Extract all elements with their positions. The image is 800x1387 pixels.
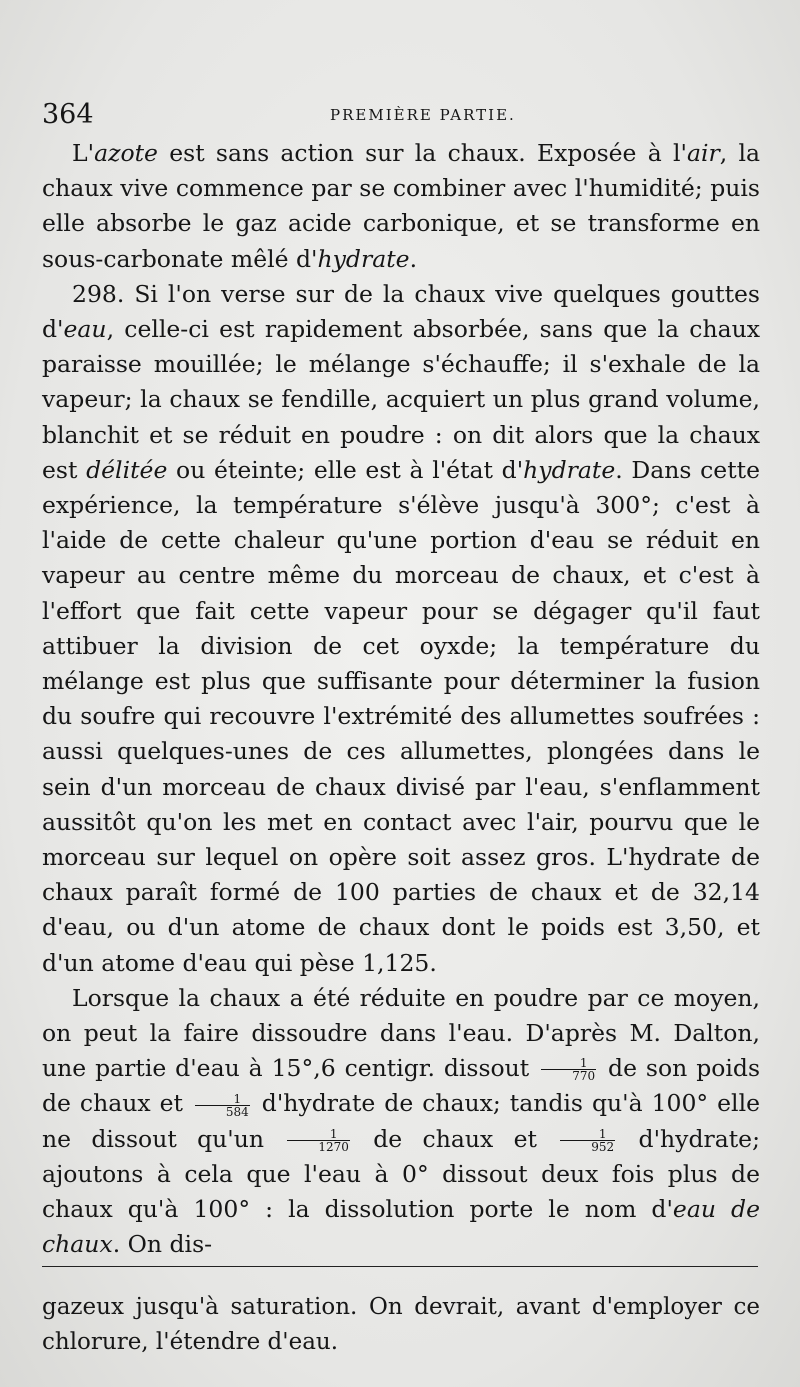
italic-term: eau	[63, 315, 107, 344]
fraction	[541, 1057, 596, 1082]
fraction	[287, 1128, 350, 1153]
italic-term: hydrate	[317, 244, 410, 273]
text-span: de son poids de chaux et	[42, 1054, 760, 1118]
italic-term: délitée	[86, 455, 168, 484]
paragraph-298	[42, 277, 760, 981]
text-span: . Dans cette expérience, la température s'élève jusqu'à 300°; c'est à l'aide de cette chaleur qu'une portion d'eau se réduit en vapeur au centre même du morceau de chaux, et c'est à l'effort que fait cette vapeur pour se dégager qu'il faut attibuer la division de cet oyxde; la température du mélange est plus que suffisante pour déterminer la fusion du soufre qui recouvre l'extrémité des allumettes soufrées : aussi quelques-unes de ces allumettes, plongées dans le sein d'un morceau de chaux divisé par l'eau, s'enflamment aussitôt qu'on les met en contact avec l'air, pourvu que le morceau sur lequel on opère soit assez gros. L'hydrate de chaux paraît formé de 100 parties de chaux et de 32,14 d'eau, ou d'un atome de chaux dont le poids est 3,50, et d'un atome d'eau qui pèse 1,125.	[42, 455, 760, 977]
text-span: Lorsque la chaux a été réduite en poudre par ce moyen, on peut la faire dissoudre dans l'eau. D'après M. Dalton, une partie d'eau à 15°,6 centigr. dissout	[42, 983, 760, 1083]
footnote-text: gazeux jusqu'à saturation. On devrait, avant d'employer ce chlorure, l'étendre d'eau.	[42, 1294, 760, 1355]
running-title: PREMIÈRE PARTIE.	[330, 106, 516, 124]
italic-term: eau de chaux	[42, 1195, 760, 1259]
text-span: est sans action sur la chaux. Exposée à l'	[157, 139, 687, 167]
fraction-denominator: 952	[591, 1139, 615, 1154]
text-span: . On dis-	[112, 1230, 213, 1259]
main-text	[42, 136, 760, 1263]
italic-term: hydrate	[523, 455, 616, 484]
paragraph-azote	[42, 136, 760, 277]
footnote-rule	[42, 1266, 758, 1267]
text-span: de chaux et	[373, 1124, 537, 1153]
page-number: 364	[42, 99, 94, 130]
text-span: 298. Si l'on verse sur de la chaux vive quelques gouttes d'	[42, 279, 760, 344]
paragraph-dissolution	[42, 981, 760, 1263]
text-span: L'	[72, 139, 95, 167]
fraction-numerator: 1	[287, 1128, 350, 1141]
fraction-denominator: 584	[225, 1104, 249, 1119]
fraction-denominator: 770	[572, 1069, 596, 1084]
text-span: , celle-ci est rapidement absorbée, sans que la chaux paraisse mouillée; le mélange s'échauffe; il s'exhale de la vapeur; la chaux se fendille, acquiert un plus grand volume, blanchit et se réduit en poudre : on dit alors que la chaux est	[42, 315, 760, 484]
text-span: .	[409, 244, 418, 273]
fraction	[195, 1093, 250, 1118]
page-header	[42, 100, 758, 130]
fraction-numerator: 1	[541, 1057, 596, 1070]
text-span: d'hydrate de chaux; tandis qu'à 100° elle ne dissout qu'un	[42, 1089, 760, 1153]
text-span: , la chaux vive commence par se combiner avec l'humidité; puis elle absorbe le gaz acide carbonique, et se transforme en sous-carbonate mêlé d'	[42, 139, 761, 273]
fraction-numerator: 1	[195, 1093, 250, 1106]
text-span: ou éteinte; elle est à l'état d'	[167, 455, 524, 484]
italic-term: air	[686, 139, 720, 167]
fraction-numerator: 1	[560, 1128, 615, 1141]
fraction	[560, 1128, 615, 1153]
fraction-denominator: 1270	[318, 1139, 349, 1154]
italic-term: azote	[94, 139, 158, 167]
text-span: d'hydrate; ajoutons à cela que l'eau à 0° dissout deux fois plus de chaux qu'à 100° : la dissolution porte le nom d'	[42, 1124, 761, 1224]
footnote	[42, 1290, 760, 1360]
